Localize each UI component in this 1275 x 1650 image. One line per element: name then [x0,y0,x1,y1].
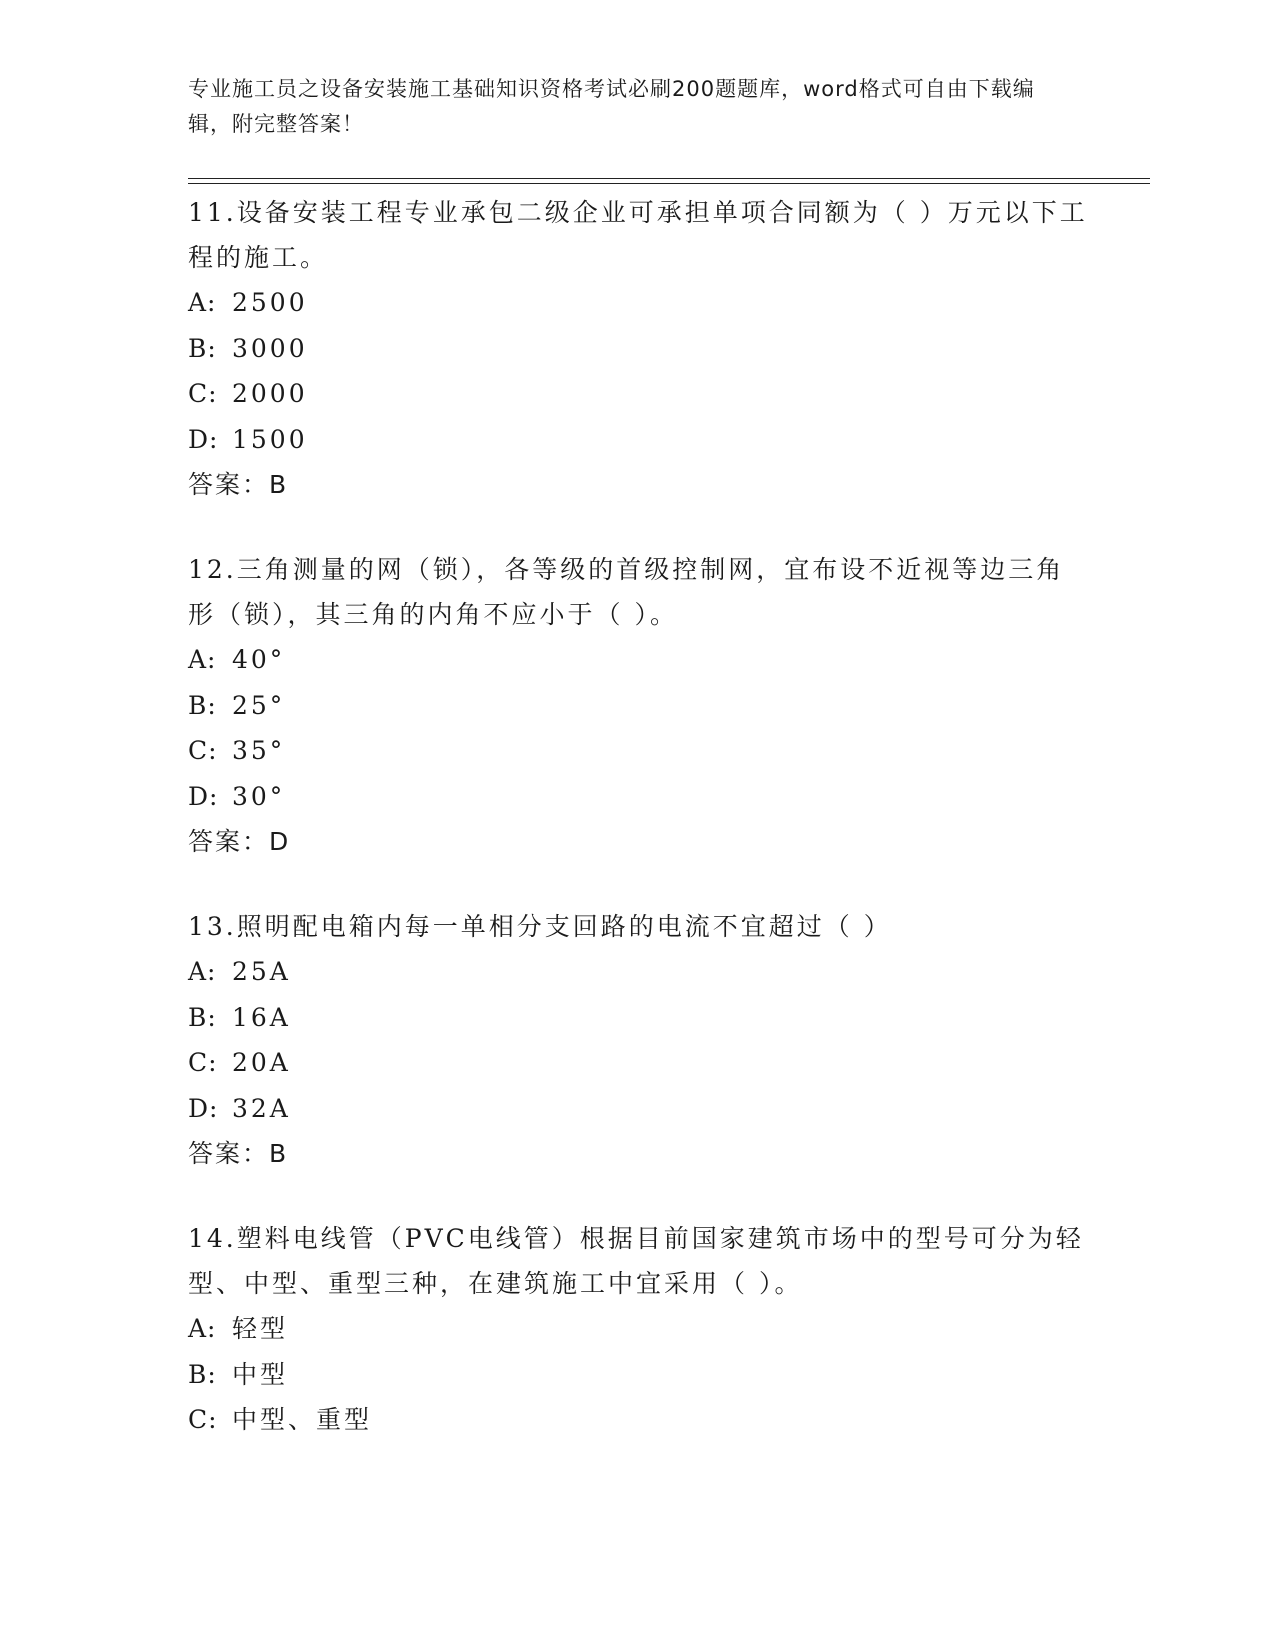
option-value: 30° [232,781,286,811]
option-letter: B: [188,690,217,720]
option-letter: D: [188,1093,219,1123]
option-b [188,1352,1088,1398]
question-item [188,547,1088,864]
option-letter: C: [188,379,218,408]
question-text: 13.照明配电箱内每一单相分支回路的电流不宜超过（ ） [188,912,892,941]
option-a [188,637,1088,683]
option-value: 2000 [232,379,308,408]
option-value: 1500 [232,424,308,454]
option-value: 25° [232,690,286,720]
document-header: 专业施工员之设备安装施工基础知识资格考试必刷200题题库，word格式可自由下载编辑，附完整答案！ [188,77,1035,136]
option-letter: B: [188,1359,217,1389]
option-letter: B: [188,333,217,363]
option-letter: A: [188,1314,217,1343]
option-letter: B: [188,1002,217,1032]
question-text: 12.三角测量的网（锁），各等级的首级控制网，宜布设不近视等边三角形（锁），其三角的内角不应小于（ ）。 [188,555,1065,629]
question-text: 14.塑料电线管（PVC电线管）根据目前国家建筑市场中的型号可分为轻型、中型、重型三种，在建筑施工中宜采用（ ）。 [188,1224,1084,1298]
option-letter: A: [188,288,217,317]
option-value: 32A [232,1093,291,1123]
answer-line: 答案：B [188,1139,289,1168]
option-c [188,1397,1088,1443]
option-value: 35° [232,736,286,765]
question-text: 11.设备安装工程专业承包二级企业可承担单项合同额为（ ）万元以下工程的施工。 [188,198,1088,272]
option-b [188,326,1088,372]
option-letter: A: [188,957,217,986]
option-a [188,280,1088,326]
option-value: 轻型 [232,1314,289,1343]
header-divider-top [188,178,1150,179]
header-divider-bottom [188,183,1150,184]
option-value: 40° [232,645,286,674]
option-a [188,1306,1088,1352]
option-letter: D: [188,424,219,454]
option-value: 中型 [232,1359,289,1389]
question-item [188,1216,1088,1443]
question-list [188,190,1088,1483]
question-item [188,904,1088,1176]
option-b [188,683,1088,729]
answer-line: 答案：D [188,827,291,856]
option-c [188,1040,1088,1086]
option-letter: C: [188,1405,218,1434]
option-value: 20A [232,1048,291,1077]
option-a [188,949,1088,995]
option-value: 3000 [232,333,308,363]
option-d [188,417,1088,463]
option-value: 2500 [232,288,308,317]
option-d [188,774,1088,820]
option-b [188,995,1088,1041]
option-letter: A: [188,645,217,674]
question-item [188,190,1088,507]
option-c [188,371,1088,417]
option-value: 16A [232,1002,291,1032]
option-letter: D: [188,781,219,811]
option-value: 25A [232,957,291,986]
answer-line: 答案：B [188,470,289,499]
option-value: 中型、重型 [232,1405,373,1434]
option-letter: C: [188,1048,218,1077]
option-d [188,1086,1088,1132]
option-c [188,728,1088,774]
option-letter: C: [188,736,218,765]
